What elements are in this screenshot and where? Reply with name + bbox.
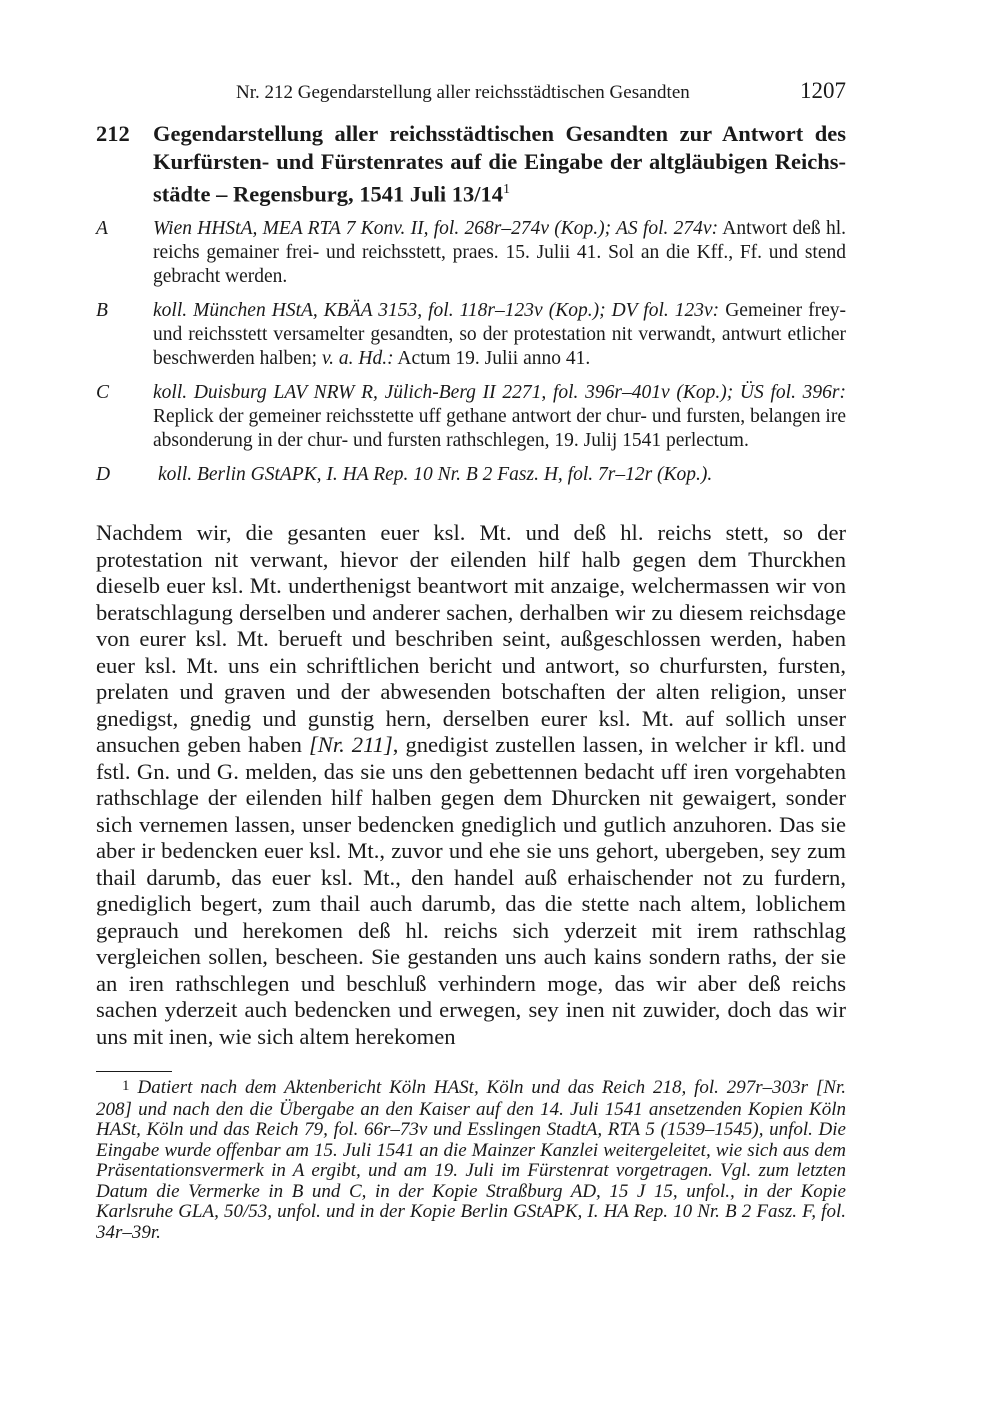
footnote-reference: 1 bbox=[503, 182, 511, 197]
source-siglum: A bbox=[96, 218, 108, 239]
cross-reference: [Nr. 211] bbox=[308, 732, 393, 757]
source-note: Antwort deß hl. reichs gemainer frei- und reichsstett, praes. 15. Julii 41. Sol an die Kff., Ff. und stend gebracht werden. bbox=[153, 218, 846, 287]
source-description bbox=[153, 299, 846, 371]
source-siglum: B bbox=[96, 300, 108, 321]
main-text-part-2: , gnedigist zustellen lassen, in welcher ir kfl. und fstl. Gn. und G. melden, das sie uns den gebettennen bedacht uff iren vorgehabten rathschlage der eilenden hilf halben gegen dem Dhurcken nit gewaigert, sonder sich vernemen lassen, unser bedencken gnediglich und gutlich anzuhoren. Das sie aber ir bedencken euer ksl. Mt., zuvor und ehe sie uns gehort, ubergeben, sey zum thail darumb, das euer ksl. Mt., den handel auß erhaischender not zu furdern, gnediglich begert, zum thail auch darumb, das die stette nach altem, loblichem geprauch und herekomen deß hl. reichs sich yderzeit mit irem rathschlag vergleichen sollen, bescheen. Sie gestanden uns auch kains sondern raths, der sie an iren rathschlegen und beschluß verhindern moge, das wir aber deß reichs sachen yderzeit auch bedencken und erwegen, sey inen nit zuwider, doch das wir uns mit inen, wie sich altem herekomen bbox=[96, 732, 847, 1049]
document-number: 212 bbox=[96, 121, 130, 146]
source-note: Gemeiner frey- und reichsstett versamelter gesandten, so der protestation nit verwandt, antwurt etlicher beschwerden halben; bbox=[153, 300, 846, 369]
source-description bbox=[153, 381, 846, 453]
source-note-date: Actum 19. Julii anno 41. bbox=[393, 348, 591, 369]
source-hand-note: v. a. Hd.: bbox=[321, 348, 394, 369]
running-head: Nr. 212 Gegendarstellung aller reichsstädtischen Gesandten bbox=[236, 82, 690, 103]
source-description bbox=[153, 217, 846, 289]
source-citation: koll. München HStA, KBÄA 3153, fol. 118r–123v (Kop.); DV fol. 123v: bbox=[153, 300, 720, 321]
source-note: Replick der gemeiner reichsstette uff gethane antwort der chur- und fursten, belangen ire absonderung in der chur- und fursten rathschlegen, 19. Julij 1541 perlectum. bbox=[153, 406, 846, 451]
page-header bbox=[96, 78, 846, 108]
source-siglum: D bbox=[96, 464, 111, 485]
document-title bbox=[153, 120, 846, 209]
page-number: 1207 bbox=[800, 78, 846, 103]
document-title-text: Gegendarstellung aller reichsstädtischen Gesandten zur Antwort des Kurfürsten- und Fürstenrates auf die Eingabe der altgläubigen Reichsstädte – Regensburg, 1541 Juli 13/14 bbox=[153, 121, 846, 207]
footnote-marker: 1 bbox=[122, 1078, 130, 1094]
source-entry-d bbox=[96, 463, 846, 487]
source-entry-a bbox=[96, 217, 846, 289]
source-citation: koll. Duisburg LAV NRW R, Jülich-Berg II 2271, fol. 396r–401v (Kop.); ÜS fol. 396r: bbox=[153, 382, 846, 403]
footnote-text: Datiert nach dem Aktenbericht Köln HASt, Köln und das Reich 218, fol. 297r–303r [Nr. 208] und nach den die Übergabe an den Kaiser auf den 14. Juli 1541 ansetzenden Kopien Köln HASt, Köln und das Reich 79, fol. 66r–73v und Esslingen StadtA, RTA 5 (1539–1545), unfol. Die Eingabe wurde offenbar am 15. Juli 1541 an die Mainzer Kanzlei weitergeleitet, wie sich aus dem Präsentationsvermerk in A ergibt, und am 19. Juli im Fürstenrat vorgetragen. Vgl. zum letzten Datum die Vermerke in B und C, in der Kopie Straßburg AD, 15 J 15, unfol., in der Kopie Karlsruhe GLA, 50/53, unfol. und in der Kopie Berlin GStAPK, I. HA Rep. 10 Nr. B 2 Fasz. F, fol. 34r–39r. bbox=[96, 1077, 846, 1243]
source-siglum: C bbox=[96, 382, 110, 403]
source-entry-b bbox=[96, 299, 846, 371]
source-citation: Wien HHStA, MEA RTA 7 Konv. II, fol. 268r–274v (Kop.); AS fol. 274v: bbox=[153, 218, 719, 239]
document-heading bbox=[96, 120, 846, 209]
source-list bbox=[96, 217, 846, 497]
main-text bbox=[96, 520, 846, 1050]
source-citation: koll. Berlin GStAPK, I. HA Rep. 10 Nr. B 2 Fasz. H, fol. 7r–12r (Kop.). bbox=[158, 464, 713, 485]
source-description bbox=[158, 463, 846, 487]
source-entry-c bbox=[96, 381, 846, 453]
main-text-part-1: Nachdem wir, die gesanten euer ksl. Mt. und deß hl. reichs stett, so der protestation nit verwant, hievor der eilenden hilf halb gegen dem Thurckhen dieselb euer ksl. Mt. underthenigst beantwort mit anzaige, welchermassen wir von beratschlagung derselben und anderer sachen, derhalben wir zu diesem reichsdage von eurer ksl. Mt. berueft und beschriben seint, außgeschlossen werden, haben euer ksl. Mt. uns ein schriftlichen bericht und antwort, so churfursten, fursten, prelaten und graven und der abwesenden botschaften der alten religion, unser gnedigst, gnedig und gunstig hern, derselben eurer ksl. Mt. auf sollich unser ansuchen geben haben bbox=[96, 520, 846, 757]
footnote bbox=[96, 1078, 846, 1243]
footnote-divider bbox=[96, 1071, 172, 1072]
